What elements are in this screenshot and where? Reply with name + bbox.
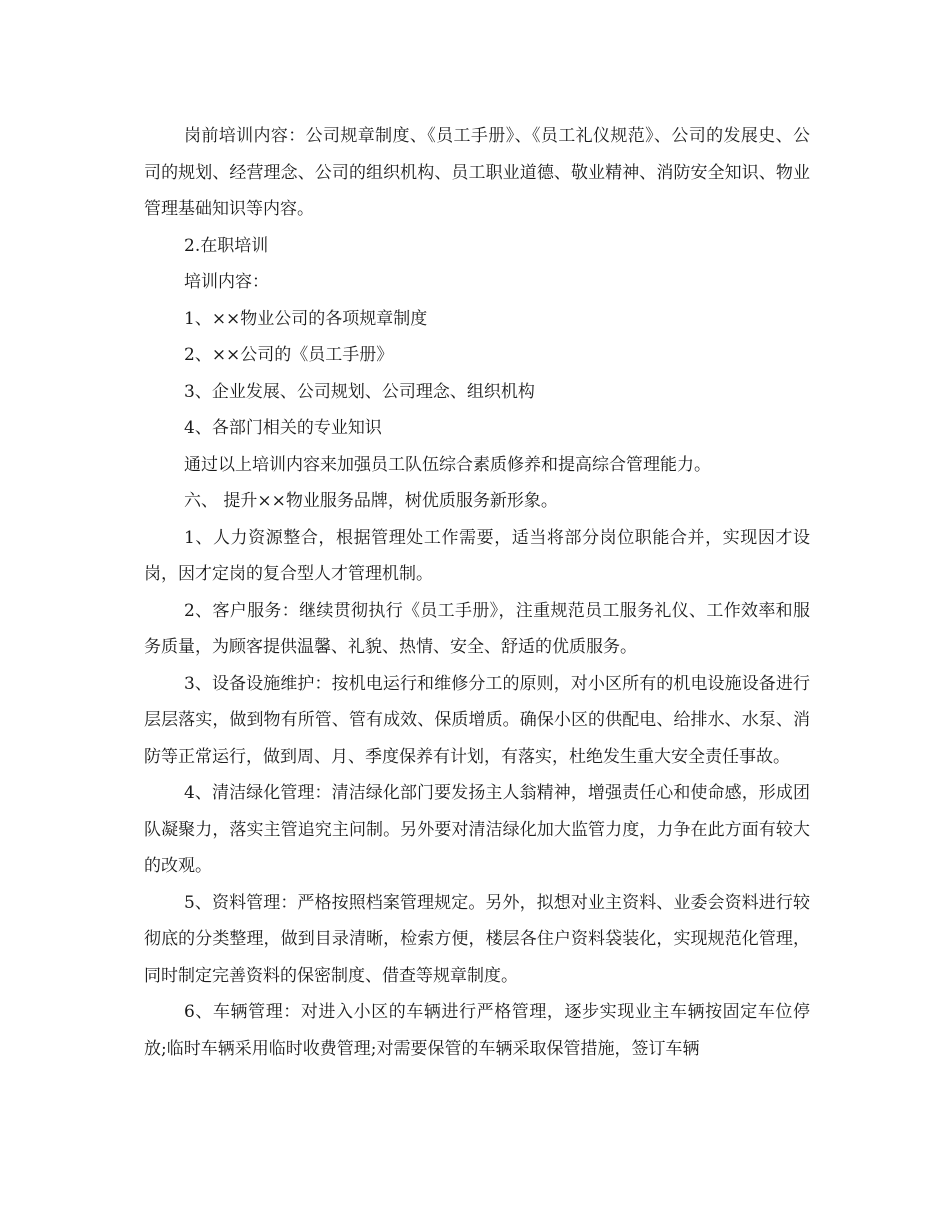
section-heading-six: 六、 提升××物业服务品牌，树优质服务新形象。: [184, 491, 558, 511]
paragraph-vehicle-management: 6、车辆管理：对进入小区的车辆进行严格管理，逐步实现业主车辆按固定车位停放;临时车辆采用临时收费管理;对需要保管的车辆采取保管措施，签订车辆: [144, 1002, 810, 1059]
list-item-training-2: 2、××公司的《员工手册》: [184, 345, 394, 365]
paragraph-hr-integration: 1、人力资源整合，根据管理处工作需要，适当将部分岗位职能合并，实现因才设岗，因才定岗的复合型人才管理机制。: [144, 527, 810, 584]
heading-on-job-training: 2.在职培训: [184, 235, 269, 256]
paragraph-training-content-label: 培训内容：: [184, 272, 269, 292]
list-item-training-3: 3、企业发展、公司规划、公司理念、组织机构: [184, 381, 535, 402]
paragraph-records-management: 5、资料管理：严格按照档案管理规定。另外，拟想对业主资料、业委会资料进行较彻底的分类整理，做到目录清晰，检索方便，楼层各住户资料袋装化，实现规范化管理，同时制定完善资料的保密制度、借查等规章制度。: [144, 892, 810, 986]
document-body: [144, 118, 810, 1067]
paragraph-pre-job-training: 岗前培训内容：公司规章制度、《员工手册》、《员工礼仪规范》、公司的发展史、公司的规划、经营理念、公司的组织机构、员工职业道德、敬业精神、消防安全知识、物业管理基础知识等内容。: [144, 126, 810, 219]
list-item-training-4: 4、各部门相关的专业知识: [184, 418, 382, 438]
paragraph-equipment-maintenance: 3、设备设施维护：按机电运行和维修分工的原则，对小区所有的机电设施设备进行层层落实，做到物有所管、管有成效、保质增质。确保小区的供配电、给排水、水泵、消防等正常运行，做到周、月、季度保养有计划，有落实，杜绝发生重大安全责任事故。: [144, 673, 810, 767]
list-item-training-1: 1、××物业公司的各项规章制度: [184, 308, 428, 329]
paragraph-customer-service: 2、客户服务：继续贯彻执行《员工手册》，注重规范员工服务礼仪、工作效率和服务质量，为顾客提供温馨、礼貌、热情、安全、舒适的优质服务。: [144, 600, 810, 657]
paragraph-training-summary: 通过以上培训内容来加强员工队伍综合素质修养和提高综合管理能力。: [184, 454, 711, 475]
paragraph-cleaning-greening: 4、清洁绿化管理：清洁绿化部门要发扬主人翁精神，增强责任心和使命感，形成团队凝聚力，落实主管追究主问制。另外要对清洁绿化加大监管力度，力争在此方面有较大的改观。: [144, 783, 810, 876]
